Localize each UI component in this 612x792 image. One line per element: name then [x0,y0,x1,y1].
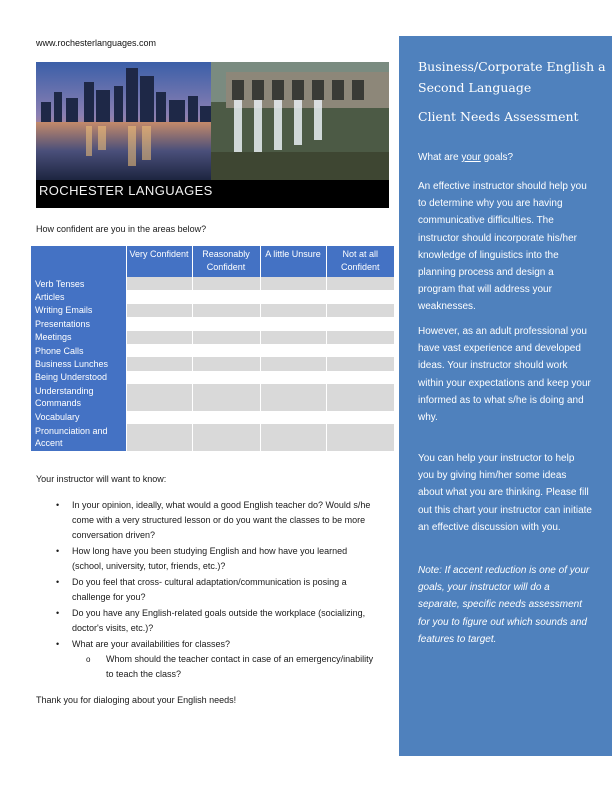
rating-cell[interactable] [126,277,192,290]
rating-cell[interactable] [326,344,394,357]
bullet-icon: • [56,500,60,510]
rating-cell[interactable] [326,304,394,317]
rating-cell[interactable] [260,331,326,344]
column-header: Very Confident [126,246,192,277]
sub-list [86,652,376,682]
list-item-text: Do you have any English-related goals outside the workplace (socializing, doctor's visits, etc.)? [72,607,366,634]
rating-cell[interactable] [192,424,260,451]
rating-cell[interactable] [126,384,192,411]
row-label: Being Understood [31,371,126,384]
rating-cell[interactable] [192,290,260,303]
rating-cell[interactable] [326,331,394,344]
rating-cell[interactable] [326,357,394,370]
list-item [56,498,376,544]
sub-list-item [86,652,376,682]
table-row [31,424,394,451]
rating-cell[interactable] [260,317,326,330]
rating-cell[interactable] [126,317,192,330]
instructor-section-title: Your instructor will want to know: [36,474,167,484]
list-item-text: What are your availabilities for classes? [72,638,231,649]
rating-cell[interactable] [260,411,326,424]
table-row [31,317,394,330]
rating-cell[interactable] [192,371,260,384]
goals-question [418,152,513,163]
row-label: Articles [31,290,126,303]
list-item-text: In your opinion, ideally, what would a good English teacher do? Would s/he come with a very structured lesson or do you want the classes to be more conversation driven? [72,500,371,541]
rating-cell[interactable] [260,277,326,290]
rating-cell[interactable] [126,371,192,384]
rating-cell[interactable] [326,317,394,330]
website-url: www.rochesterlanguages.com [36,38,157,48]
sub-list-item-text: Whom should the teacher contact in case of an emergency/inability to teach the class? [106,654,374,680]
column-header: Not at all Confident [326,246,394,277]
sidebar [399,36,612,756]
sidebar-heading: Business/Corporate English a Second Language [418,59,606,95]
column-header: A little Unsure [260,246,326,277]
table-row [31,371,394,384]
list-item [56,637,376,683]
banner-photo [36,62,389,180]
list-item [56,544,376,574]
rating-cell[interactable] [126,424,192,451]
banner-title: ROCHESTER LANGUAGES [39,183,213,198]
banner [36,62,389,208]
sidebar-paragraph: However, as an adult professional you have vast experience and developed ideas. Your instructor should work within your expectations and keep your informed as to what s/he is doing and why. [418,326,591,424]
row-label: Writing Emails [31,304,126,317]
rating-cell[interactable] [260,371,326,384]
rating-cell[interactable] [326,411,394,424]
confidence-question: How confident are you in the areas below? [36,224,207,234]
rating-cell[interactable] [326,371,394,384]
rating-cell[interactable] [260,344,326,357]
circle-bullet-icon: o [86,655,91,665]
rating-cell[interactable] [326,290,394,303]
column-header: Reasonably Confident [192,246,260,277]
row-label: Pronunciation and Accent [31,424,126,451]
rating-cell[interactable] [260,357,326,370]
table-header-row [31,246,394,277]
rating-cell[interactable] [192,277,260,290]
rating-cell[interactable] [192,304,260,317]
table-row [31,304,394,317]
list-item-text: How long have you been studying English and how have you learned (school, university, tutor, friends, etc.)? [72,546,348,572]
rating-cell[interactable] [192,357,260,370]
accent-note: Note: If accent reduction is one of your goals, your instructor will do a separate, specific needs assessment for you to figure out which sounds and features to target. [418,565,590,645]
confidence-table [31,246,395,451]
rating-cell[interactable] [326,424,394,451]
list-item [56,575,376,605]
row-label: Meetings [31,331,126,344]
table-row [31,277,394,290]
rating-cell[interactable] [326,384,394,411]
list-item-text: Do you feel that cross- cultural adaptation/communication is posing a challenge for you? [72,577,347,603]
goals-question-start: What are [418,152,462,163]
row-label: Understanding Commands [31,384,126,411]
sidebar-paragraph: You can help your instructor to help you by giving him/her some ideas about what you are thinking. Please fill out this chart your instructor can initiate an effective discussion with you. [418,453,592,533]
rating-cell[interactable] [126,290,192,303]
row-label: Verb Tenses [31,277,126,290]
goals-question-end: goals? [480,152,514,163]
goals-question-emphasis: your [461,152,481,163]
table-row [31,290,394,303]
rating-cell[interactable] [126,344,192,357]
rating-cell[interactable] [192,344,260,357]
rating-cell[interactable] [126,304,192,317]
table-row [31,344,394,357]
row-label: Vocabulary [31,411,126,424]
list-item [56,606,376,636]
table-row [31,411,394,424]
rating-cell[interactable] [192,317,260,330]
rating-cell[interactable] [192,331,260,344]
row-label: Phone Calls [31,344,126,357]
bullet-icon: • [56,546,60,557]
rating-cell[interactable] [260,384,326,411]
rating-cell[interactable] [126,411,192,424]
bullet-icon: • [56,638,60,649]
bullet-icon: • [56,577,60,588]
table-row [31,331,394,344]
rating-cell[interactable] [260,290,326,303]
thank-you-text: Thank you for dialoging about your English needs! [36,695,237,705]
row-label: Presentations [31,317,126,330]
instructor-questions-list [56,498,376,683]
rating-cell[interactable] [126,331,192,344]
rating-cell[interactable] [192,411,260,424]
table-row [31,357,394,370]
sidebar-subheading: Client Needs Assessment [418,109,579,124]
sidebar-paragraph: An effective instructor should help you to determine why you are having communicative difficulties. The instructor should incorporate his/her knowledge of linguistics into the planning process and design a program that will address your weaknesses. [418,181,587,313]
column-header [31,246,126,277]
rating-cell[interactable] [192,384,260,411]
rating-cell[interactable] [126,357,192,370]
bullet-icon: • [56,607,60,618]
row-label: Business Lunches [31,357,126,370]
rating-cell[interactable] [326,277,394,290]
rating-cell[interactable] [260,424,326,451]
table-row [31,384,394,411]
rating-cell[interactable] [260,304,326,317]
